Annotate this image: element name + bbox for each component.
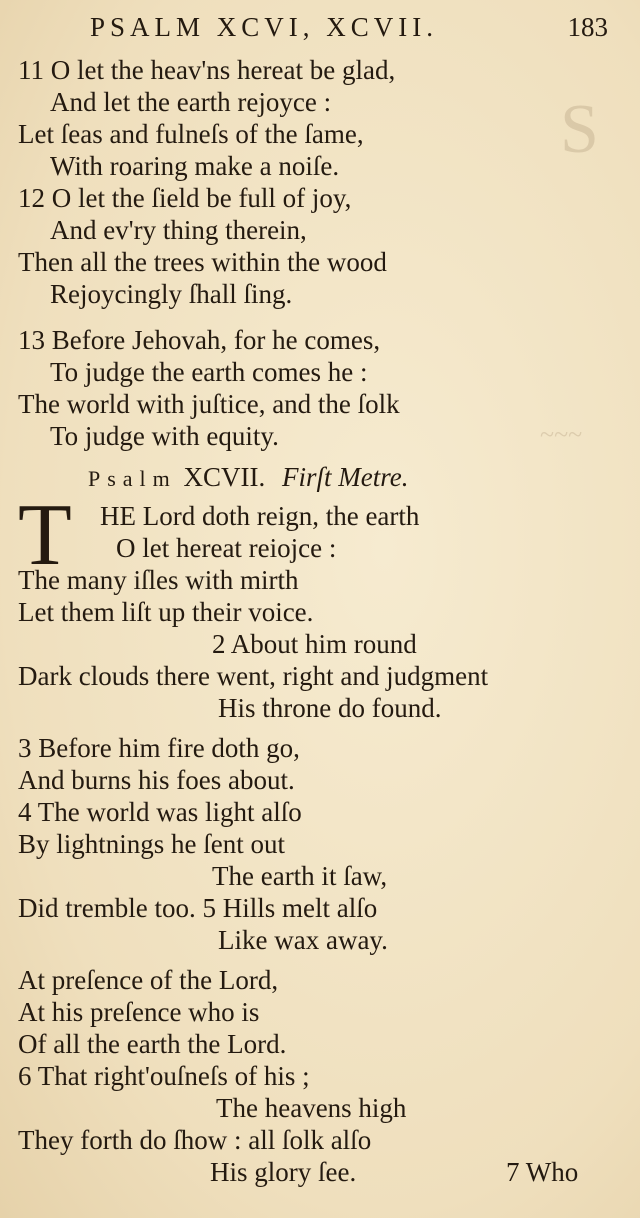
verse-line: HE Lord doth reign, the earth [100, 501, 420, 531]
verse-line: The many iſles with mirth [18, 565, 299, 595]
verse-line: Of all the earth the Lord. [18, 1029, 287, 1059]
verse-line: 6 That right'ouſneſs of his ; [18, 1061, 310, 1091]
verse-line: And ev'ry thing therein, [50, 215, 307, 245]
verse-line: The world with juſtice, and the ſolk [18, 389, 400, 419]
verse-line: Rejoycingly ſhall ſing. [50, 279, 293, 309]
psalm-heading-metre: Firſt Metre. [282, 462, 409, 492]
verse-line: By lightnings he ſent out [18, 829, 285, 859]
verse-line: O let hereat reiojce : [116, 533, 337, 563]
verse-line: The heavens high [216, 1093, 407, 1123]
verse-line: They forth do ſhow : all ſolk alſo [18, 1125, 372, 1155]
bleed-through-letter: S [560, 91, 599, 168]
verse-line: Dark clouds there went, right and judgment [18, 661, 489, 691]
verse-line: Let them liſt up their voice. [18, 597, 314, 627]
verse-line: To judge with equity. [50, 421, 279, 451]
verse-line: 2 About him round [212, 629, 417, 659]
verse-line: 13 Before Jehovah, for he comes, [18, 325, 381, 355]
psalm-heading-number: XCVII. [183, 462, 266, 492]
catchword: 7 Who [506, 1157, 579, 1187]
psalm-heading-word: Psalm [88, 466, 177, 491]
verse-line: At his preſence who is [18, 997, 260, 1027]
verse-line: The earth it ſaw, [212, 861, 388, 891]
verse-line: Like wax away. [218, 925, 388, 955]
verse-line: Then all the trees within the wood [18, 247, 387, 277]
verse-line: And burns his foes about. [18, 765, 295, 795]
verse-line: Let ſeas and fulneſs of the ſame, [18, 119, 364, 149]
running-title: PSALM XCVI, XCVII. [90, 12, 439, 42]
page-number: 183 [567, 12, 608, 42]
verse-line: His glory ſee. [210, 1157, 357, 1187]
psalm-heading [88, 462, 409, 493]
verse-line: His throne do found. [218, 693, 442, 723]
verse-line: 11 O let the heav'ns hereat be glad, [18, 55, 396, 85]
running-header [90, 12, 620, 46]
drop-cap: T [18, 487, 72, 584]
verse-line: 4 The world was light alſo [18, 797, 302, 827]
verse-line: With roaring make a noiſe. [50, 151, 340, 181]
verse-line: 3 Before him fire doth go, [18, 733, 300, 763]
verse-line: And let the earth rejoyce : [50, 87, 332, 117]
verse-line: At preſence of the Lord, [18, 965, 279, 995]
verse-line: To judge the earth comes he : [50, 357, 368, 387]
bleed-through-text: ~~~ [540, 420, 583, 449]
verse-line: 12 O let the ſield be full of joy, [18, 183, 352, 213]
verse-line: Did tremble too. 5 Hills melt alſo [18, 893, 378, 923]
